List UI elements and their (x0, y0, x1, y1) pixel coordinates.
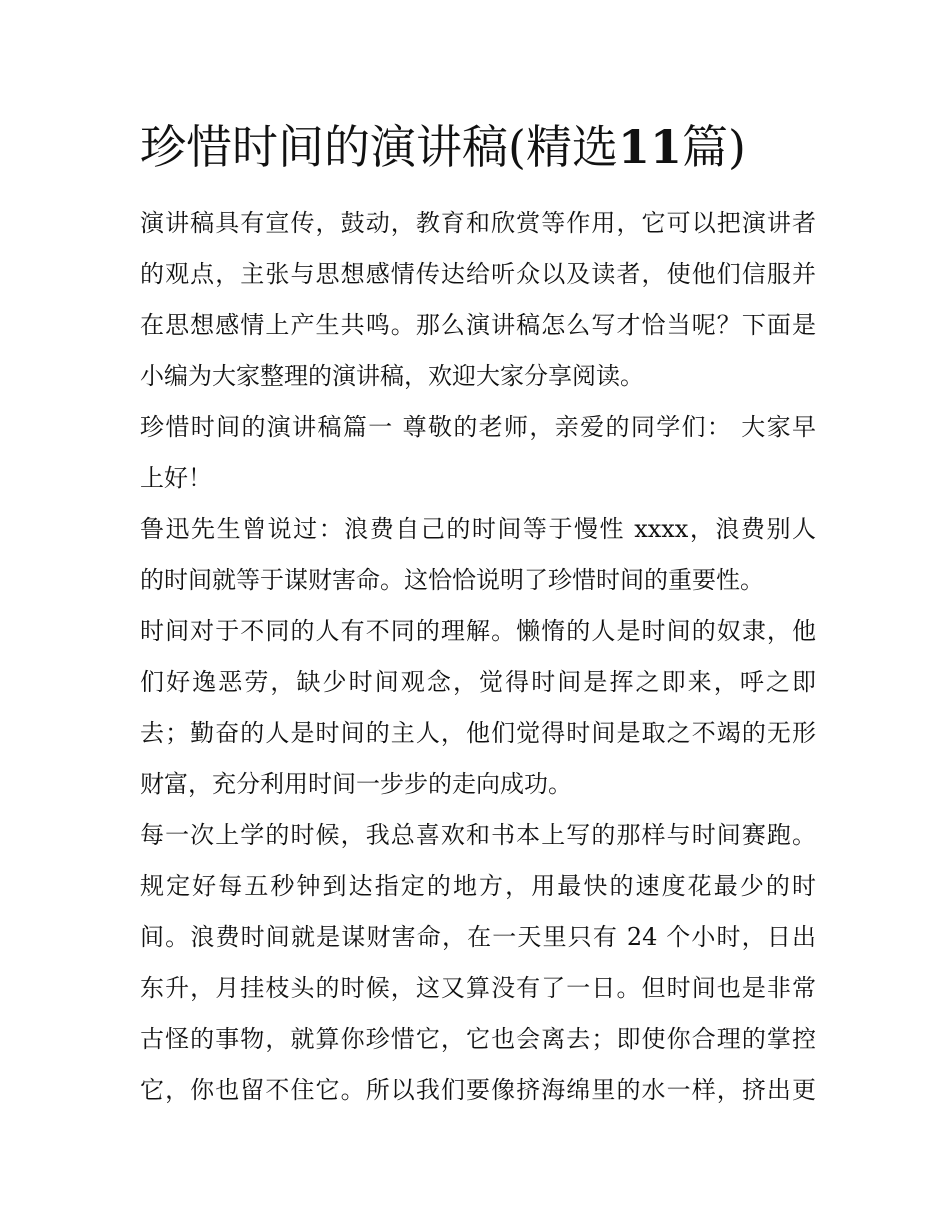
body-line: 们好逸恶劳，缺少时间观念，觉得时间是挥之即来，呼之即 (140, 668, 816, 696)
body-line: 演讲稿具有宣传，鼓动，教育和欣赏等作用，它可以把演讲者 (140, 209, 816, 237)
body-line: 时间对于不同的人有不同的理解。懒惰的人是时间的奴隶，他 (140, 617, 816, 645)
body-line: 小编为大家整理的演讲稿，欢迎大家分享阅读。 (140, 362, 644, 390)
title-tail: 篇) (681, 120, 746, 174)
body-line: 在思想感情上产生共鸣。那么演讲稿怎么写才恰当呢？下面是 (140, 311, 816, 339)
title-main: 珍惜时间的演讲稿(精选 (140, 120, 618, 174)
body-line: 每一次上学的时候，我总喜欢和书本上写的那样与时间赛跑。 (140, 821, 816, 849)
body-line: 东升，月挂枝头的时候，这又算没有了一日。但时间也是非常 (140, 974, 816, 1002)
body-line: 它，你也留不住它。所以我们要像挤海绵里的水一样，挤出更 (140, 1076, 816, 1104)
body-line: 上好！ (140, 464, 212, 492)
title-number: 11 (617, 120, 682, 174)
body-line: 间。浪费时间就是谋财害命，在一天里只有 24 个小时，日出 (140, 923, 816, 951)
document-body (140, 198, 816, 1116)
body-line: 珍惜时间的演讲稿篇一 尊敬的老师，亲爱的同学们： 大家早 (140, 413, 816, 441)
body-line: 鲁迅先生曾说过：浪费自己的时间等于慢性 xxxx，浪费别人 (140, 515, 816, 543)
body-line: 去；勤奋的人是时间的主人，他们觉得时间是取之不竭的无形 (140, 719, 816, 747)
body-line: 规定好每五秒钟到达指定的地方，用最快的速度花最少的时 (140, 872, 816, 900)
body-line: 的观点，主张与思想感情传达给听众以及读者，使他们信服并 (140, 260, 816, 288)
body-line: 财富，充分利用时间一步步的走向成功。 (140, 770, 572, 798)
body-line: 的时间就等于谋财害命。这恰恰说明了珍惜时间的重要性。 (140, 566, 764, 594)
body-line: 古怪的事物，就算你珍惜它，它也会离去；即使你合理的掌控 (140, 1025, 816, 1053)
document-title (140, 112, 840, 182)
